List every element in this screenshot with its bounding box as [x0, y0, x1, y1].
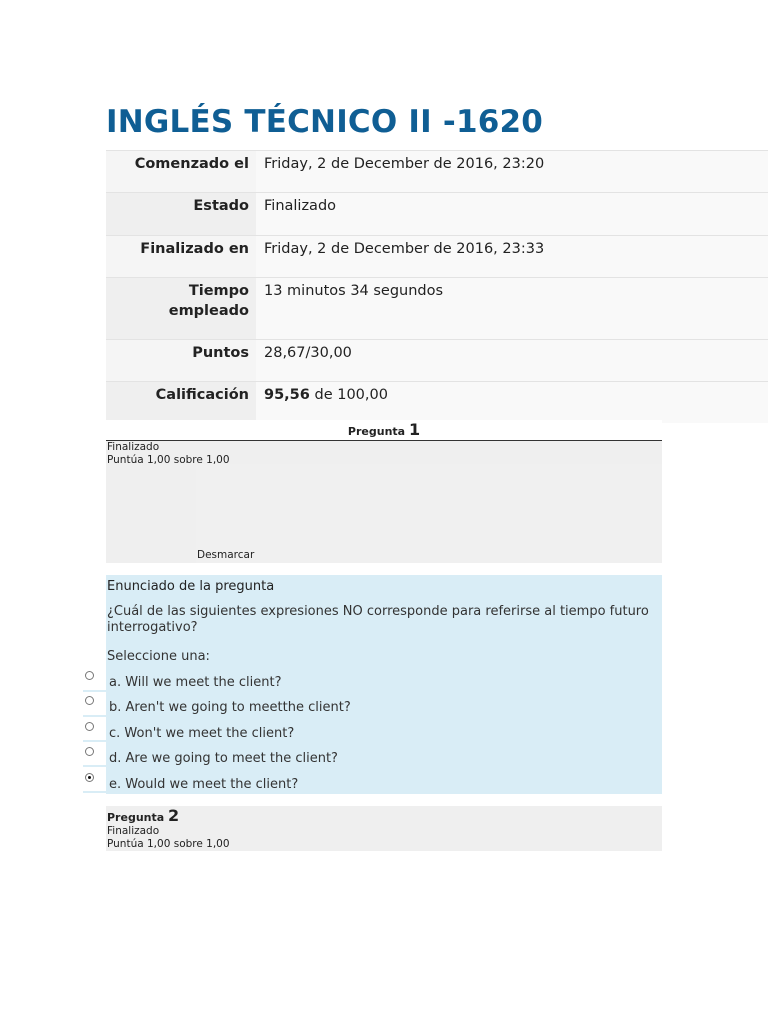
summary-value: Friday, 2 de December de 2016, 23:33	[256, 236, 768, 277]
answer-option-c[interactable]: c. Won't we meet the client?	[109, 726, 295, 741]
attempt-summary-table	[106, 150, 768, 423]
answer-option-d[interactable]: d. Are we going to meet the client?	[109, 751, 338, 766]
summary-value: 28,67/30,00	[256, 340, 768, 381]
summary-row-finished	[106, 236, 768, 278]
question-text: ¿Cuál de las siguientes expresiones NO corresponde para referirse al tiempo futuro interrogativo?	[107, 604, 649, 635]
grade-total: de 100,00	[309, 387, 388, 403]
summary-value: Friday, 2 de December de 2016, 23:20	[256, 151, 768, 192]
question-state: Finalizado	[107, 825, 160, 837]
page-title: INGLÉS TÉCNICO II -1620	[106, 104, 544, 140]
summary-label: Tiempo empleado	[106, 278, 256, 339]
question-number: 1	[408, 420, 421, 439]
summary-label: Puntos	[106, 340, 256, 381]
unflag-link[interactable]: Desmarcar	[197, 549, 255, 561]
answer-option-b[interactable]: b. Aren't we going to meetthe client?	[109, 700, 351, 715]
question-prefix: Pregunta	[347, 425, 406, 438]
select-prompt: Seleccione una:	[107, 649, 210, 664]
answer-option-a[interactable]: a. Will we meet the client?	[109, 675, 282, 690]
answer-radio-a[interactable]	[85, 671, 94, 680]
summary-value: 13 minutos 34 segundos	[256, 278, 768, 339]
summary-label: Calificación	[106, 382, 256, 423]
summary-label: Estado	[106, 193, 256, 235]
divider	[83, 740, 108, 742]
answer-radio-e[interactable]	[85, 773, 94, 782]
summary-label: Finalizado en	[106, 236, 256, 277]
summary-value: Finalizado	[256, 193, 768, 235]
question-grade: Puntúa 1,00 sobre 1,00	[107, 838, 230, 850]
question-text-heading: Enunciado de la pregunta	[107, 579, 275, 594]
answer-option-e[interactable]: e. Would we meet the client?	[109, 777, 299, 792]
summary-row-points	[106, 340, 768, 382]
flag-area	[196, 464, 662, 563]
question-heading	[106, 420, 662, 441]
question-prefix: Pregunta	[107, 811, 165, 824]
summary-value	[256, 382, 768, 423]
summary-label: Comenzado el	[106, 151, 256, 192]
divider	[83, 791, 108, 793]
question-grade: Puntúa 1,00 sobre 1,00	[107, 454, 230, 466]
answer-radio-b[interactable]	[85, 696, 94, 705]
divider	[83, 690, 108, 692]
summary-row-time	[106, 278, 768, 340]
question-state: Finalizado	[107, 441, 160, 453]
summary-row-state	[106, 193, 768, 236]
answer-radio-c[interactable]	[85, 722, 94, 731]
summary-row-grade	[106, 382, 768, 423]
question-heading	[107, 807, 179, 827]
divider	[83, 765, 108, 767]
grade-value: 95,56	[264, 387, 310, 403]
answer-radio-d[interactable]	[85, 747, 94, 756]
question-number: 2	[168, 806, 180, 825]
divider	[83, 715, 108, 717]
summary-row-started	[106, 151, 768, 193]
